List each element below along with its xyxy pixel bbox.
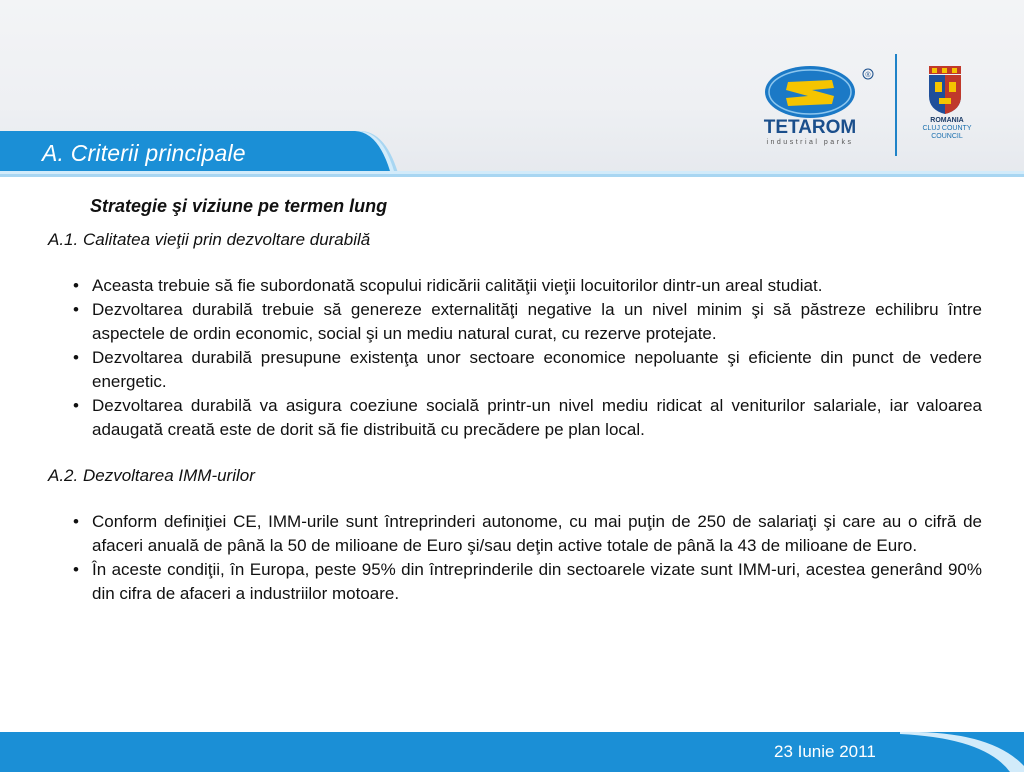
list-item [48,394,982,442]
council-line-2: CLUJ COUNTY [922,125,972,132]
cluj-county-council-label [912,117,982,141]
list-item [48,346,982,394]
list-item [48,558,982,606]
section-a2-title: A.2. Dezvoltarea IMM-urilor [48,466,255,485]
bullet-text: Conform definiţiei CE, IMM-urile sunt întreprinderi autonome, cu mai puţin de 250 de salariaţi şi care au o cifră de afaceri anuală de până la 50 de milioane de Euro şi/sau deţin active totale de până la 43 de milioane de Euro. [92,512,982,555]
bullet-icon: • [73,560,79,579]
council-line-3: COUNCIL [931,133,963,140]
list-item [48,274,982,298]
section-a1-bullets [48,274,982,442]
logo-text: TETAROM [763,117,857,138]
bullet-text: Dezvoltarea durabilă trebuie să genereze externalităţi negative la un nivel minim şi să păstreze echilibru între aspectele de ordin economic, social şi un mediu natural curat, cu rezerve protejate. [92,300,982,343]
footer-date: 23 Iunie 2011 [774,742,876,761]
section-a1-title: A.1. Calitatea vieţii prin dezvoltare durabilă [48,230,371,249]
bullet-text: În aceste condiţii, în Europa, peste 95% din întreprinderile din sectoarele vizate sunt IMM-uri, acestea generând 90% din cifra de afaceri a industriilor motoare. [92,560,982,603]
slide-content [48,192,982,606]
bullet-icon: • [73,348,79,367]
bullet-icon: • [73,300,79,319]
subheading: Strategie şi viziune pe termen lung [90,196,388,216]
header-divider [895,54,897,156]
bullet-text: Dezvoltarea durabilă presupune existenţa unor sectoare economice nepoluante şi eficiente din punct de vedere energetic. [92,348,982,391]
list-item [48,298,982,346]
list-item [48,510,982,558]
bullet-text: Dezvoltarea durabilă va asigura coeziune socială printr-un nivel mediu ridicat al veniturilor salariale, iar valoarea adaugată creată este de dorit să fie distribuită cu precădere pe plan local. [92,396,982,439]
bullet-icon: • [73,276,79,295]
council-line-1: ROMANIA [930,117,964,124]
bullet-text: Aceasta trebuie să fie subordonată scopului ridicării calităţii vieţii locuitorilor dintr-un areal studiat. [92,276,823,295]
logo-tagline: industrial parks [766,139,854,146]
bullet-icon: • [73,512,79,531]
section-a2-bullets [48,510,982,606]
registered-mark: ® [865,72,871,79]
section-title: A. Criterii principale [42,140,246,166]
tetarom-logo [760,62,880,157]
bullet-icon: • [73,396,79,415]
cluj-county-crest-icon [925,66,965,114]
